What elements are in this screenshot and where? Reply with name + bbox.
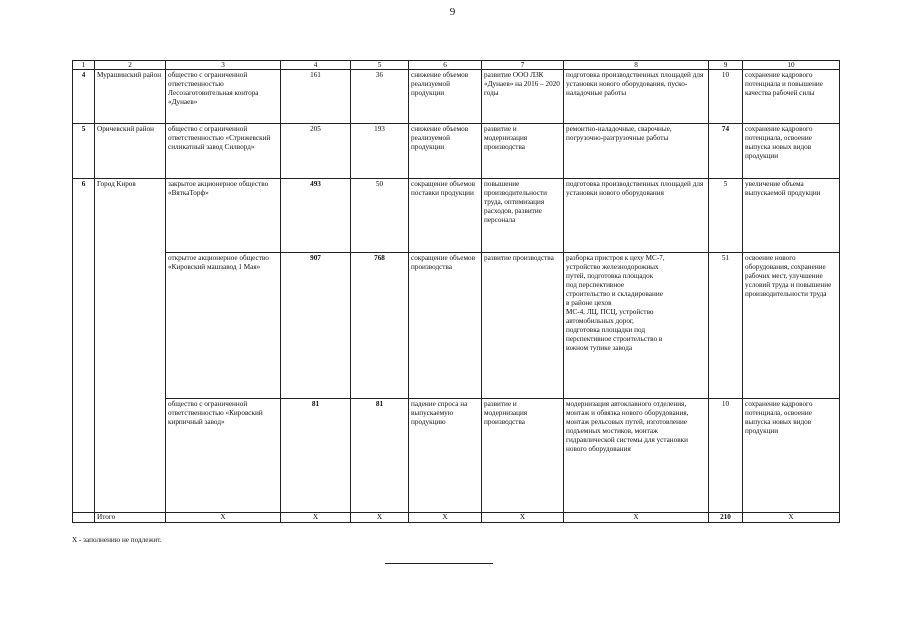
organization-cell: закрытое акционерное общество «ВяткаТорф» — [166, 179, 281, 253]
not-applicable-mark: Х — [281, 513, 351, 523]
total-label: Итого — [95, 513, 166, 523]
result-cell: сохранение кадрового потенциала, освоение выпуска новых видов продукции — [743, 399, 840, 513]
works-line: строительство и складирование — [566, 290, 663, 298]
reason-cell: снижение объемов реализуемой продукции — [409, 70, 482, 124]
table-row — [73, 399, 840, 513]
value-cell: 205 — [281, 124, 351, 179]
not-applicable-mark: Х — [564, 513, 709, 523]
program-cell: развитие ООО ЛЗК «Дунаев» на 2016 – 2020 годы — [482, 70, 564, 124]
result-cell: сохранение кадрового потенциала и повышение качества рабочей силы — [743, 70, 840, 124]
works-cell — [564, 253, 709, 399]
not-applicable-mark: Х — [482, 513, 564, 523]
not-applicable-mark: Х — [351, 513, 409, 523]
column-number: 5 — [351, 61, 409, 70]
result-cell: освоение нового оборудования, сохранение рабочих мест, улучшение условий труда и повышение производительности труда — [743, 253, 840, 399]
column-number: 10 — [743, 61, 840, 70]
works-line: автомобильных дорог, — [566, 317, 634, 325]
column-number: 1 — [73, 61, 95, 70]
district-cell: Город Киров — [95, 179, 166, 513]
value-cell: 50 — [351, 179, 409, 253]
value-cell: 5 — [709, 179, 743, 253]
value-cell: 81 — [351, 399, 409, 513]
works-cell: модернизация автоклавного отделения, монтаж и обвязка нового оборудования, монтаж рельсовых путей, изготовление подъемных мостиков, монтаж гидравлической системы для установки нового оборудования — [564, 399, 709, 513]
program-cell: развитие и модернизация производства — [482, 399, 564, 513]
not-applicable-mark: Х — [166, 513, 281, 523]
works-line: путей, подготовка площадок — [566, 272, 654, 280]
not-applicable-mark: Х — [409, 513, 482, 523]
result-cell: сохранение кадрового потенциала, освоение выпуска новых видов продукции — [743, 124, 840, 179]
works-line: МС-4, ЛЦ, ПСЦ, устройство — [566, 308, 654, 316]
reason-cell: сокращение объемов поставки продукции — [409, 179, 482, 253]
value-cell: 907 — [281, 253, 351, 399]
works-line: в районе цехов — [566, 299, 612, 307]
program-cell: развитие производства — [482, 253, 564, 399]
value-cell: 768 — [351, 253, 409, 399]
works-line: южном тупике завода — [566, 344, 633, 352]
district-cell: Оричевский район — [95, 124, 166, 179]
program-cell: развитие и модернизация производства — [482, 124, 564, 179]
table-row — [73, 124, 840, 179]
footnote: Х - заполнению не подлежит. — [72, 536, 162, 544]
column-number: 3 — [166, 61, 281, 70]
works-cell: подготовка производственных площадей для установки нового оборудования, пуско-наладочные работы — [564, 70, 709, 124]
table-row — [73, 70, 840, 124]
table-row — [73, 179, 840, 253]
row-number: 5 — [73, 124, 95, 179]
reason-cell: снижение объемов реализуемой продукции — [409, 124, 482, 179]
column-number: 6 — [409, 61, 482, 70]
works-line: под перспективное — [566, 281, 625, 289]
page-number: 9 — [449, 6, 456, 18]
works-cell: подготовка производственных площадей для установки нового оборудования — [564, 179, 709, 253]
total-row — [73, 513, 840, 523]
organization-cell: общество с ограниченной ответственностью Лесозаготовительная контора «Дунаев» — [166, 70, 281, 124]
reason-cell: сокращение объемов производства — [409, 253, 482, 399]
row-number: 4 — [73, 70, 95, 124]
column-number: 8 — [564, 61, 709, 70]
value-cell: 51 — [709, 253, 743, 399]
column-number-row — [73, 61, 840, 70]
value-cell: 161 — [281, 70, 351, 124]
value-cell: 81 — [281, 399, 351, 513]
works-line: устройство железнодорожных — [566, 263, 659, 271]
program-cell: повышение производительности труда, оптимизация расходов, развитие персонала — [482, 179, 564, 253]
organization-cell: общество с ограниченной ответственностью «Кировский кирпичный завод» — [166, 399, 281, 513]
works-line: разборка пристроя к цеху МС-7, — [566, 254, 665, 262]
value-cell: 493 — [281, 179, 351, 253]
column-number: 4 — [281, 61, 351, 70]
value-cell: 10 — [709, 399, 743, 513]
column-number: 9 — [709, 61, 743, 70]
organization-cell: открытое акционерное общество «Кировский машзавод 1 Мая» — [166, 253, 281, 399]
employment-table — [72, 60, 840, 523]
value-cell: 74 — [709, 124, 743, 179]
works-line: перспективное строительство в — [566, 335, 663, 343]
column-number: 7 — [482, 61, 564, 70]
organization-cell: общество с ограниченной ответственностью «Стрижевский силикатный завод Силворд» — [166, 124, 281, 179]
value-cell: 193 — [351, 124, 409, 179]
not-applicable-mark: Х — [743, 513, 840, 523]
row-number: 6 — [73, 179, 95, 513]
table-row — [73, 253, 840, 399]
result-cell: увеличение объема выпускаемой продукции — [743, 179, 840, 253]
reason-cell: падение спроса на выпускаемую продукцию — [409, 399, 482, 513]
value-cell: 10 — [709, 70, 743, 124]
district-cell: Мурашинский район — [95, 70, 166, 124]
value-cell: 36 — [351, 70, 409, 124]
works-line: подготовка площадки под — [566, 326, 645, 334]
column-number: 2 — [95, 61, 166, 70]
end-divider — [385, 563, 493, 564]
total-value: 210 — [709, 513, 743, 523]
works-cell: ремонтно-наладочные, сварочные, погрузочно-разгрузочные работы — [564, 124, 709, 179]
